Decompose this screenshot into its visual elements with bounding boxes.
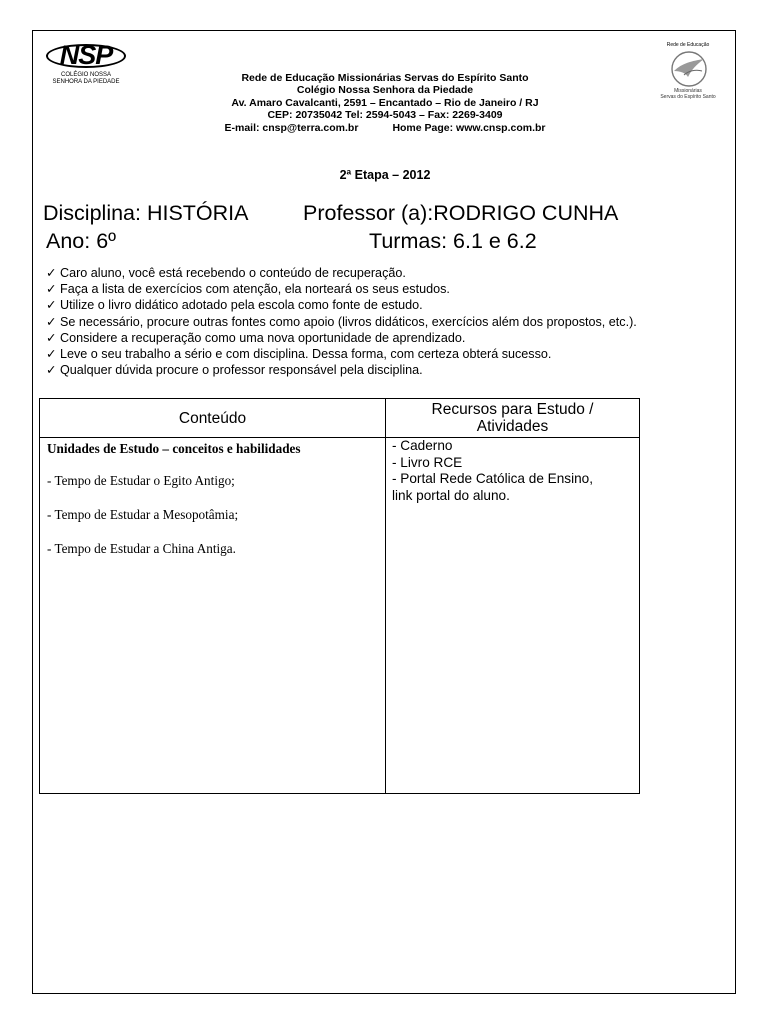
school-address: Av. Amaro Cavalcanti, 2591 – Encantado – Rio de Janeiro / RJ [231,96,539,109]
network-logo-bottom-text [652,88,724,100]
teacher-label: Professor (a):RODRIGO CUNHA [303,201,619,225]
school-phones: CEP: 20735042 Tel: 2594-5043 – Fax: 2269-3409 [267,109,503,122]
classes-label: Turmas: 6.1 e 6.2 [369,229,537,253]
study-table [39,398,640,794]
check-icon: ✓ [46,330,57,345]
school-header [130,72,640,134]
instruction-item: ✓ Leve o seu trabalho a sério e com disciplina. Dessa forma, com certeza obterá sucesso. [46,347,552,362]
instruction-item: ✓ Qualquer dúvida procure o professor responsável pela disciplina. [46,363,423,378]
content-column-header: Conteúdo [40,399,386,438]
resource-item: link portal do aluno. [392,487,510,503]
logo-caption-line-1: COLÉGIO NOSSA [60,72,111,78]
grade-label: Ano: 6º [46,229,117,253]
subject-label: Disciplina: HISTÓRIA [43,201,249,225]
contact-line [130,122,640,134]
network-logo-bottom-line-1: Missionárias [674,88,702,94]
check-icon: ✓ [46,314,57,329]
check-icon: ✓ [46,298,57,313]
table-row [40,438,640,794]
logo-text: NSP [59,40,113,70]
content-heading: Unidades de Estudo – conceitos e habilidades [47,441,301,456]
school-email: E-mail: cnsp@terra.com.br [224,121,359,134]
table-header-row [40,399,640,438]
resource-item: - Caderno [392,438,453,453]
school-homepage: Home Page: www.cnsp.com.br [392,121,546,134]
network-logo-top-text: Rede de Educação [666,42,710,48]
resources-cell [386,438,640,794]
topic-item: - Tempo de Estudar a Mesopotâmia; [47,507,239,522]
instructions-list [46,265,726,378]
logo-caption [46,72,126,86]
content-cell [40,438,386,794]
network-logo-bottom-line-2: Servas do Espírito Santo [660,94,716,100]
resource-item: - Portal Rede Católica de Ensino, [392,471,593,486]
school-logo [46,40,126,88]
logo-caption-line-2: SENHORA DA PIEDADE [52,79,120,85]
check-icon: ✓ [46,363,57,378]
instruction-item: ✓ Faça a lista de exercícios com atenção, ela norteará os seus estudos. [46,282,450,297]
resources-column-header: Recursos para Estudo / Atividades [386,399,640,438]
network-name: Rede de Educação Missionárias Servas do Espírito Santo [241,72,529,84]
instruction-item: ✓ Se necessário, procure outras fontes como apoio (livros didáticos, exercícios além dos propostos, etc.). [46,314,637,329]
network-logo [652,42,724,104]
instruction-item: ✓ Caro aluno, você está recebendo o conteúdo de recuperação. [46,266,406,280]
school-name: Colégio Nossa Senhora da Piedade [296,84,474,97]
term-title: 2ª Etapa – 2012 [339,168,431,182]
check-icon: ✓ [46,282,57,297]
topic-item: - Tempo de Estudar o Egito Antigo; [47,473,235,488]
resource-item: - Livro RCE [392,454,463,470]
check-icon: ✓ [46,266,57,280]
instruction-item: ✓ Utilize o livro didático adotado pela escola como fonte de estudo. [46,298,423,313]
dove-icon [666,49,712,89]
check-icon: ✓ [46,347,57,362]
topic-item: - Tempo de Estudar a China Antiga. [47,541,236,556]
instruction-item: ✓ Considere a recuperação como uma nova oportunidade de aprendizado. [46,330,466,345]
